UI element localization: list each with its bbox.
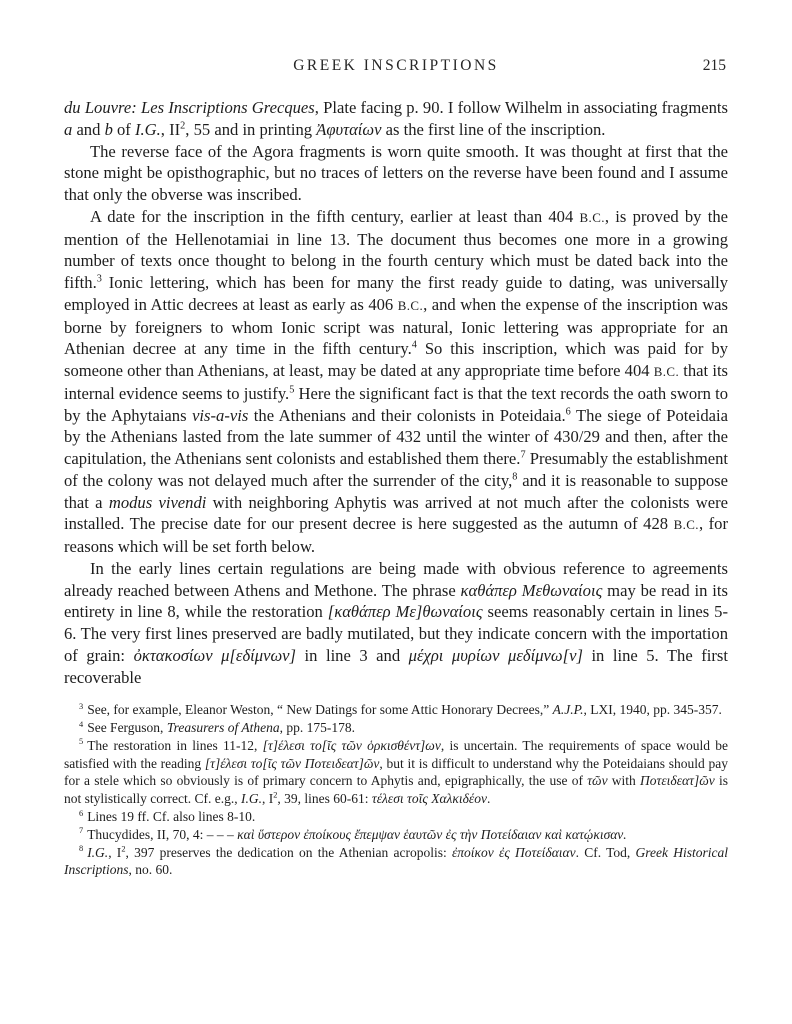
paragraph: A date for the inscription in the fifth century, earlier at least than 404 B.C., is proved by the mention of the Hellenotamiai in line 13. The document thus becomes one more in a growing number of texts once thought to belong in the fourth century which must be dated back into the fifth.$^3$ Ionic lettering, which has been for many the first ready guide to dating, was universally employed in Attic decrees at least as early as 406 B.C., and when the expense of the inscription was borne by foreigners to whom Ionic script was natural, Ionic lettering was appropriate for an Athenian decree at any time in the fifth century.$^4$ So this inscription, which was paid for by someone other than Athenians, at least, may be dated at any appropriate time before 404 B.C. that its internal evidence seems to justify.$^5$ Here the significant fact is that the text records the oath sworn to by the Aphytaians vis-a-vis the Athenians and their colonists in Poteidaia.$^6$ The siege of Poteidaia by the Athenians lasted from the late summer of 432 until the winter of 430/29 and then, after the capitulation, the Athenians sent colonists and established them there.$^7$ Presumably the establishment of the colony was not delayed much after the surrender of the city,$^8$ and it is reasonable to suppose that a modus vivendi with neighboring Aphytis was arrived at not much after the colonists were installed. The precise date for our present decree is here suggested as the autumn of 428 B.C., for reasons which will be set forth below.	[64, 206, 729, 556]
footnote	[64, 826, 728, 844]
page-number: 215	[702, 57, 726, 74]
footnotes-section	[64, 701, 728, 879]
footnote-marker: 4	[79, 719, 84, 729]
paragraph: In the early lines certain regulations are being made with obvious reference to agreements already reached between Athens and Methone. The phrase καθάπερ Μεθωναίοις may be read in its entirety in line 8, while the restoration [καθάπερ Με]θωναίοις seems reasonably certain in lines 5-6. The very first lines preserved are badly mutilated, but they indicate concern with the importation of grain: ὀκτακοσίων μ[εδίμνων] in line 3 and μέχρι μυρίων μεδίμνω[ν] in line 5. The first recoverable	[64, 558, 728, 687]
footnote-text: See Ferguson, Treasurers of Athena, pp. 175-178.	[87, 720, 355, 736]
footnote	[64, 701, 728, 719]
footnote	[64, 844, 728, 880]
footnote-marker: 3	[79, 701, 84, 711]
running-head	[64, 57, 728, 79]
footnote-marker: 5	[79, 737, 84, 747]
footnote-text: Lines 19 ff. Cf. also lines 8-10.	[87, 809, 256, 825]
paragraph: du Louvre: Les Inscriptions Grecques, Plate facing p. 90. I follow Wilhelm in associating fragments a and b of I.G., $II^2$, 55 and in printing Ἀφυταίων as the first line of the inscription.	[64, 98, 728, 139]
footnote	[64, 808, 728, 826]
footnote-text: Thucydides, II, 70, 4: – – – καὶ ὕστερον ἐποίκους ἔπεμψαν ἑαυτῶν ἐς τὴν Ποτείδαιαν καὶ κατῴκισαν.	[87, 826, 627, 842]
footnote-marker: 8	[79, 844, 84, 854]
page-title: GREEK INSCRIPTIONS	[293, 57, 499, 74]
body-text	[64, 97, 728, 688]
footnote	[64, 737, 728, 808]
footnote-text: The restoration in lines 11-12, [τ]έλεσι το[ῖς τῶν ὁρκισθέντ]ων, is uncertain. The requirements of space would be satisfied with the reading [τ]έλεσι το[ῖς τῶν Ποτειδεατ]ῶν, but it is difficult to understand why the Poteidaians should pay for a stele which so obviously is of primary concern to Aphytis and, epigraphically, the use of τῶν with Ποτειδεατ]ῶν is not stylistically correct. Cf. e.g., I.G., $I^2$, 39, lines 60-61: τέλεσι τοῖς Χαλκιδέον.	[64, 737, 728, 807]
footnote-text: See, for example, Eleanor Weston, “ New Datings for some Attic Honorary Decrees,” A.J.P., LXI, 1940, pp. 345-357.	[87, 702, 722, 718]
paragraph: The reverse face of the Agora fragments is worn quite smooth. It was thought at first that the stone might be opisthographic, but no traces of letters on the reverse have been found and I assume that only the obverse was inscribed.	[64, 141, 728, 204]
footnote-marker: 7	[79, 826, 84, 836]
footnote-text: I.G., $I^2$, 397 preserves the dedication on the Athenian acropolis: ἐποίκον ἐς Ποτείδαιαν. Cf. Tod, Greek Historical Inscriptions, no. 60.	[64, 844, 729, 878]
footnote	[64, 719, 728, 737]
footnote-marker: 6	[79, 808, 84, 818]
